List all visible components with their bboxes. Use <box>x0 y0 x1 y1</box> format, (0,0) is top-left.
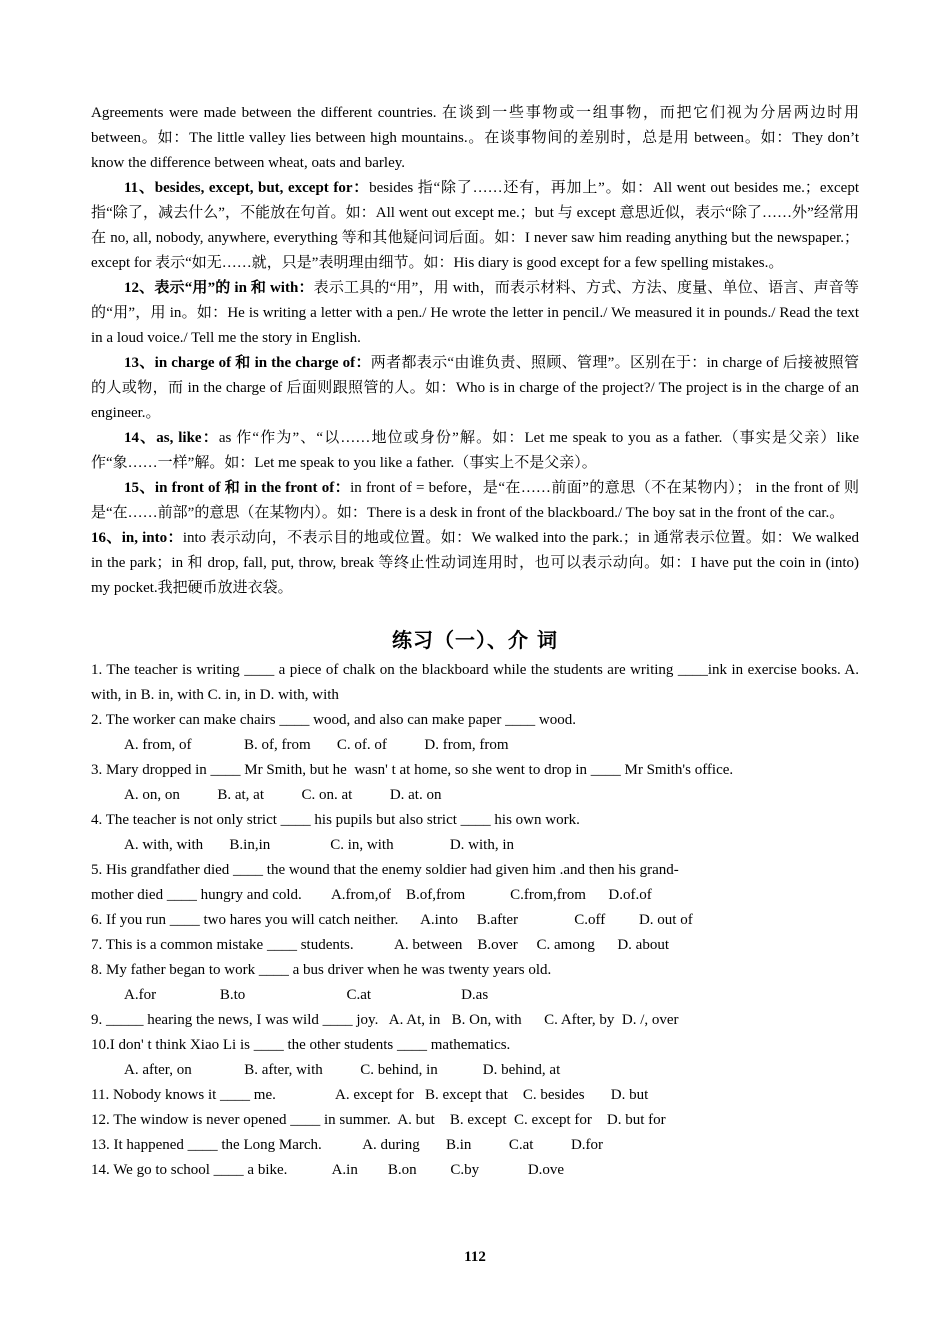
question-line: 6. If you run ____ two hares you will catch neither. A.into B.after C.off D. out of <box>91 912 693 928</box>
note-paragraph-11 <box>91 176 859 276</box>
note-text: 两者都表示“由谁负责、照顾、管理”。区别在于：in charge of 后接被照管的人或物，而 in the charge of 后面则跟照管的人。如：Who is in charge of the project?/ The project is in the charge of an engineer.。 <box>91 355 859 421</box>
note-paragraph-12 <box>91 276 859 351</box>
exercise-title: 练习（一）、介 词 <box>392 628 558 652</box>
answer-options: A. from, of B. of, from C. of. of D. from, from <box>124 737 509 753</box>
question-line: 1. The teacher is writing ____ a piece of chalk on the blackboard while the students are writing ____ink in exercise books. A. with, in B. in, with C. in, in D. with, with <box>91 662 859 703</box>
note-paragraph-0 <box>91 101 859 176</box>
question-line: 9. _____ hearing the news, I was wild ____ joy. A. At, in B. On, with C. After, by D. /, over <box>91 1012 679 1028</box>
note-text: Agreements were made between the different countries. 在谈到一些事物或一组事物，而把它们视为分居两边时用 between。如：The little valley lies between high mountains.。在谈事物间的差别时，总是用 between。如：They don’t know the difference between wheat, oats and barley. <box>91 105 859 171</box>
answer-options: A. after, on B. after, with C. behind, in D. behind, at <box>124 1062 561 1078</box>
question-line: mother died ____ hungry and cold. A.from,of B.of,from C.from,from D.of.of <box>91 887 652 903</box>
note-text: besides 指“除了……还有，再加上”。如：All went out besides me.；except 指“除了，减去什么”，不能放在句首。如：All went out except me.；but 与 except 意思近似，表示“除了……外”经常用在 no, all, nobody, anywhere, everything 等和其他疑问词后面。如：I never saw him reading anything but the newspaper.；except for 表示“如无……就，只是”表明理由细节。如：His diary is good except for a few spelling mistakes.。 <box>91 180 860 271</box>
question-line: 10.I don' t think Xiao Li is ____ the other students ____ mathematics. <box>91 1037 511 1053</box>
question-line: 8. My father began to work ____ a bus driver when he was twenty years old. <box>91 962 552 978</box>
question-line: 7. This is a common mistake ____ students. A. between B.over C. among D. about <box>91 937 669 953</box>
question-line: 14. We go to school ____ a bike. A.in B.on C.by D.ove <box>91 1162 565 1178</box>
note-heading: 16、in, into： <box>91 530 183 546</box>
question-line: 5. His grandfather died ____ the wound that the enemy soldier had given him .and then his grand- <box>91 862 679 878</box>
note-paragraph-13 <box>91 351 859 426</box>
note-heading: 14、as, like： <box>124 430 219 446</box>
question-line: 11. Nobody knows it ____ me. A. except for B. except that C. besides D. but <box>91 1087 649 1103</box>
note-paragraph-15 <box>91 476 859 526</box>
note-text: 表示工具的“用”，用 with，而表示材料、方式、方法、度量、单位、语言、声音等的“用”，用 in。如：He is writing a letter with a pen./ He wrote the letter in pencil./ We measured it in pounds./ Read the text in a loud voice./ Tell me the story in English. <box>91 280 859 346</box>
note-text: as 作“作为”、“以……地位或身份”解。如：Let me speak to you as a father.（事实是父亲）like 作“象……一样”解。如：Let me speak to you like a father.（事实上不是父亲）。 <box>91 430 859 471</box>
question-line: 2. The worker can make chairs ____ wood, and also can make paper ____ wood. <box>91 712 576 728</box>
note-heading: 13、in charge of 和 in the charge of： <box>124 355 371 371</box>
note-text: into 表示动向，不表示目的地或位置。如：We walked into the park.；in 通常表示位置。如：We walked in the park；in 和 drop, fall, put, throw, break 等终止性动词连用时，也可以表示动向。如：I have put the coin in (into) my pocket.我把硬币放进衣袋。 <box>91 530 860 596</box>
answer-options: A.for B.to C.at D.as <box>124 987 489 1003</box>
page-number: 112 <box>464 1249 486 1265</box>
note-paragraph-14 <box>91 426 859 476</box>
question-list <box>91 658 859 1183</box>
answer-options: A. with, with B.in,in C. in, with D. with, in <box>124 837 515 853</box>
document-body <box>91 101 859 1183</box>
note-heading: 11、besides, except, but, except for： <box>124 180 370 196</box>
question-line: 12. The window is never opened ____ in summer. A. but B. except C. except for D. but for <box>91 1112 666 1128</box>
note-paragraph-16 <box>91 526 859 601</box>
note-heading: 12、表示“用”的 in 和 with： <box>124 280 314 296</box>
question-line: 13. It happened ____ the Long March. A. during B.in C.at D.for <box>91 1137 604 1153</box>
note-text: in front of = before，是“在……前面”的意思（不在某物内）； in the front of 则是“在……前部”的意思（在某物内）。如：There is a desk in front of the blackboard./ The boy sat in the front of the car.。 <box>91 480 859 521</box>
question-line: 3. Mary dropped in ____ Mr Smith, but he wasn' t at home, so she went to drop in ____ Mr Smith's office. <box>91 762 734 778</box>
answer-options: A. on, on B. at, at C. on. at D. at. on <box>124 787 442 803</box>
note-heading: 15、in front of 和 in the front of： <box>124 480 351 496</box>
question-line: 4. The teacher is not only strict ____ his pupils but also strict ____ his own work. <box>91 812 580 828</box>
